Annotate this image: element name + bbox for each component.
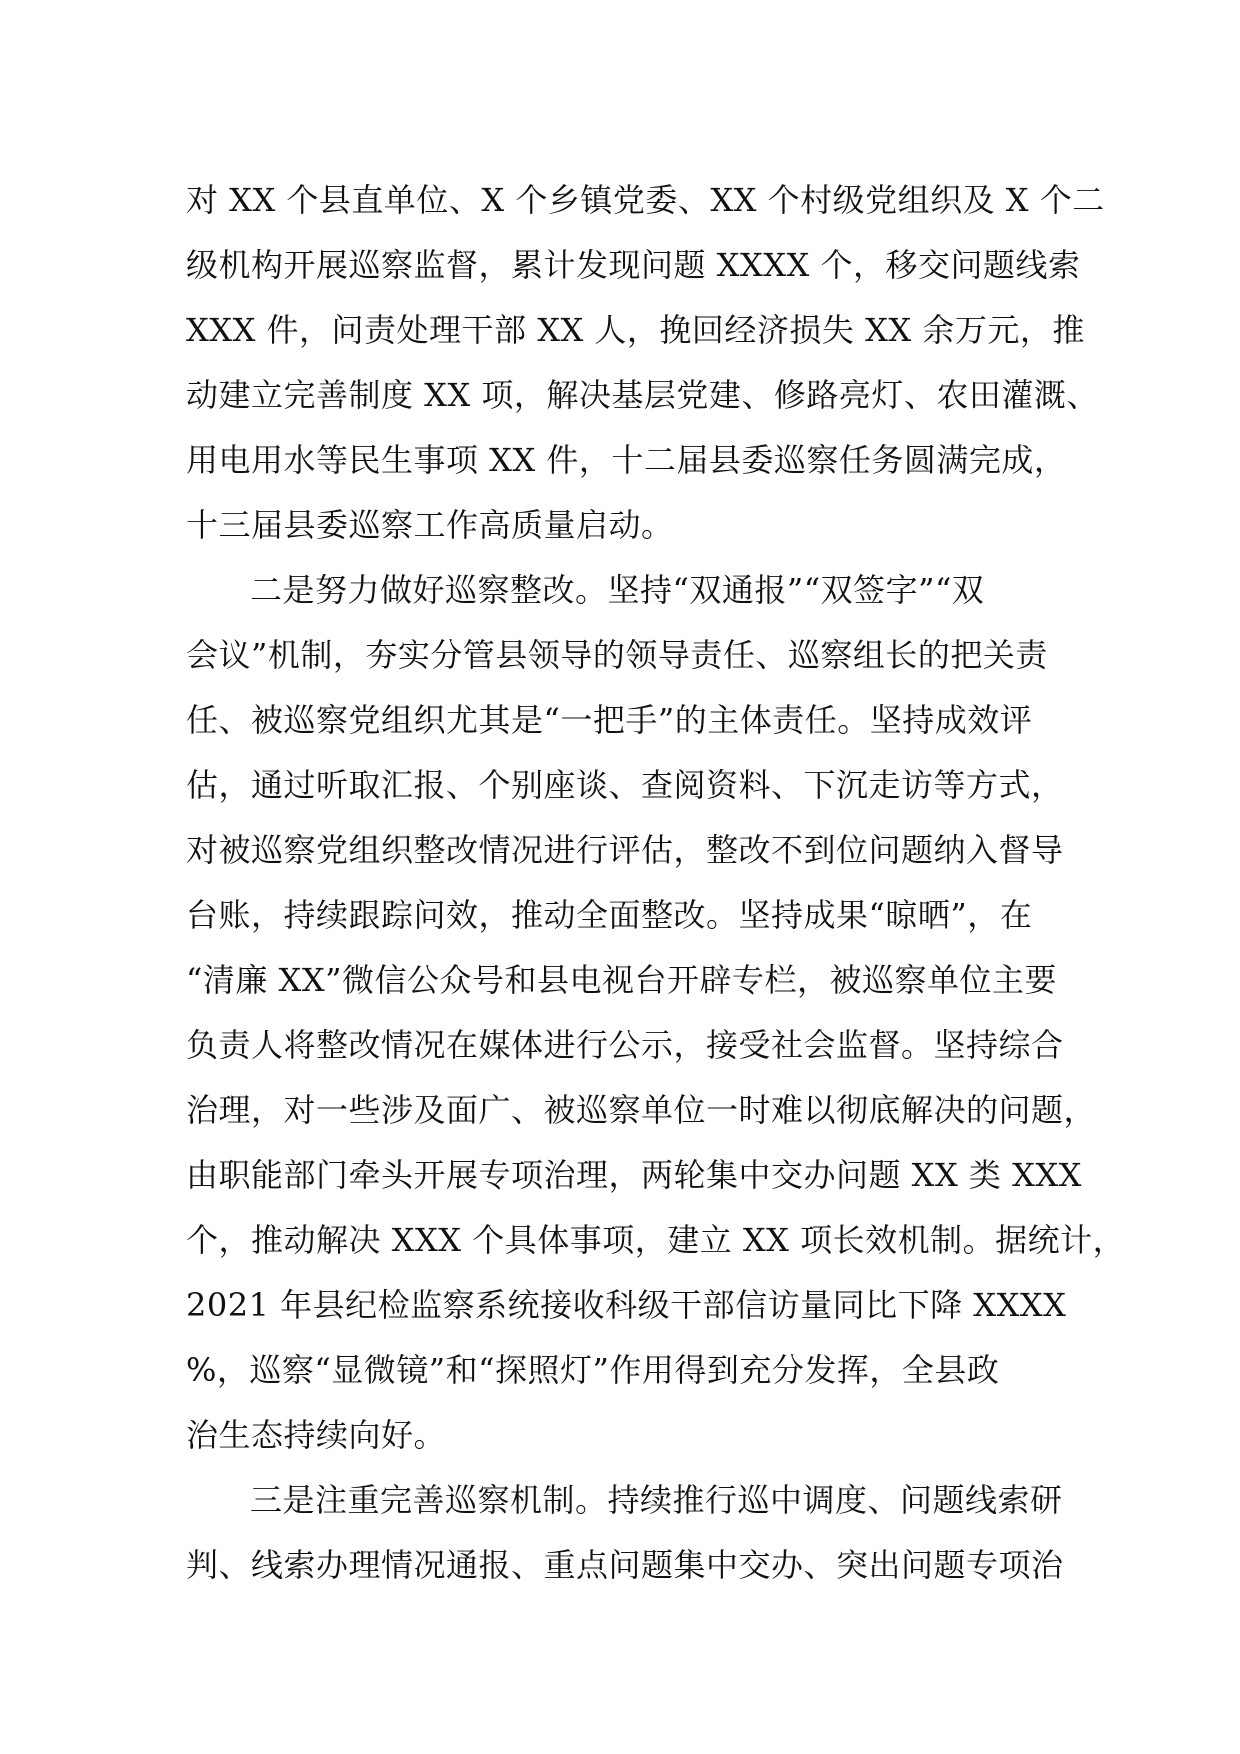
text-line: 负责人将整改情况在媒体进行公示，接受社会监督。坚持综合 (186, 1026, 1064, 1064)
text-line: 用电用水等民生事项 XX 件，十二届县委巡察任务圆满完成， (186, 441, 1067, 479)
text-line: 由职能部门牵头开展专项治理，两轮集中交办问题 XX 类 XXX (186, 1156, 1082, 1194)
text-line: 判、线索办理情况通报、重点问题集中交办、突出问题专项治 (186, 1546, 1064, 1584)
text-line: 十三届县委巡察工作高质量启动。 (186, 506, 674, 544)
text-line: 个，推动解决 XXX 个具体事项，建立 XX 项长效机制。据统计， (186, 1221, 1126, 1259)
text-line: “清廉 XX”微信公众号和县电视台开辟专栏，被巡察单位主要 (186, 961, 1057, 999)
text-line: 2021 年县纪检监察系统接收科级干部信访量同比下降 XXXX (186, 1286, 1067, 1324)
text-line: %，巡察“显微镜”和“探照灯”作用得到充分发挥，全县政 (186, 1351, 1000, 1389)
text-line: XXX 件，问责处理干部 XX 人，挽回经济损失 XX 余万元，推 (186, 311, 1085, 349)
text-line: 动建立完善制度 XX 项，解决基层党建、修路亮灯、农田灌溉、 (186, 376, 1099, 414)
paragraph-start-line: 三是注重完善巡察机制。持续推行巡中调度、问题线索研 (250, 1481, 1063, 1519)
text-line: 估，通过听取汇报、个别座谈、查阅资料、下沉走访等方式， (186, 766, 1064, 804)
text-line: 治生态持续向好。 (186, 1416, 447, 1454)
paragraph-start-line: 二是努力做好巡察整改。坚持“双通报”“双签字”“双 (250, 571, 985, 609)
text-line: 治理，对一些涉及面广、被巡察单位一时难以彻底解决的问题， (186, 1091, 1097, 1129)
text-line: 级机构开展巡察监督，累计发现问题 XXXX 个，移交问题线索 (186, 246, 1081, 284)
text-line: 台账，持续跟踪问效，推动全面整改。坚持成果“晾晒”，在 (186, 896, 1033, 934)
text-line: 对被巡察党组织整改情况进行评估，整改不到位问题纳入督导 (186, 831, 1064, 869)
text-line: 任、被巡察党组织尤其是“一把手”的主体责任。坚持成效评 (186, 701, 1033, 739)
text-line: 对 XX 个县直单位、X 个乡镇党委、XX 个村级党组织及 X 个二 (186, 181, 1105, 219)
document-body (186, 168, 1126, 1598)
text-line: 会议”机制，夯实分管县领导的领导责任、巡察组长的把关责 (186, 636, 1048, 674)
